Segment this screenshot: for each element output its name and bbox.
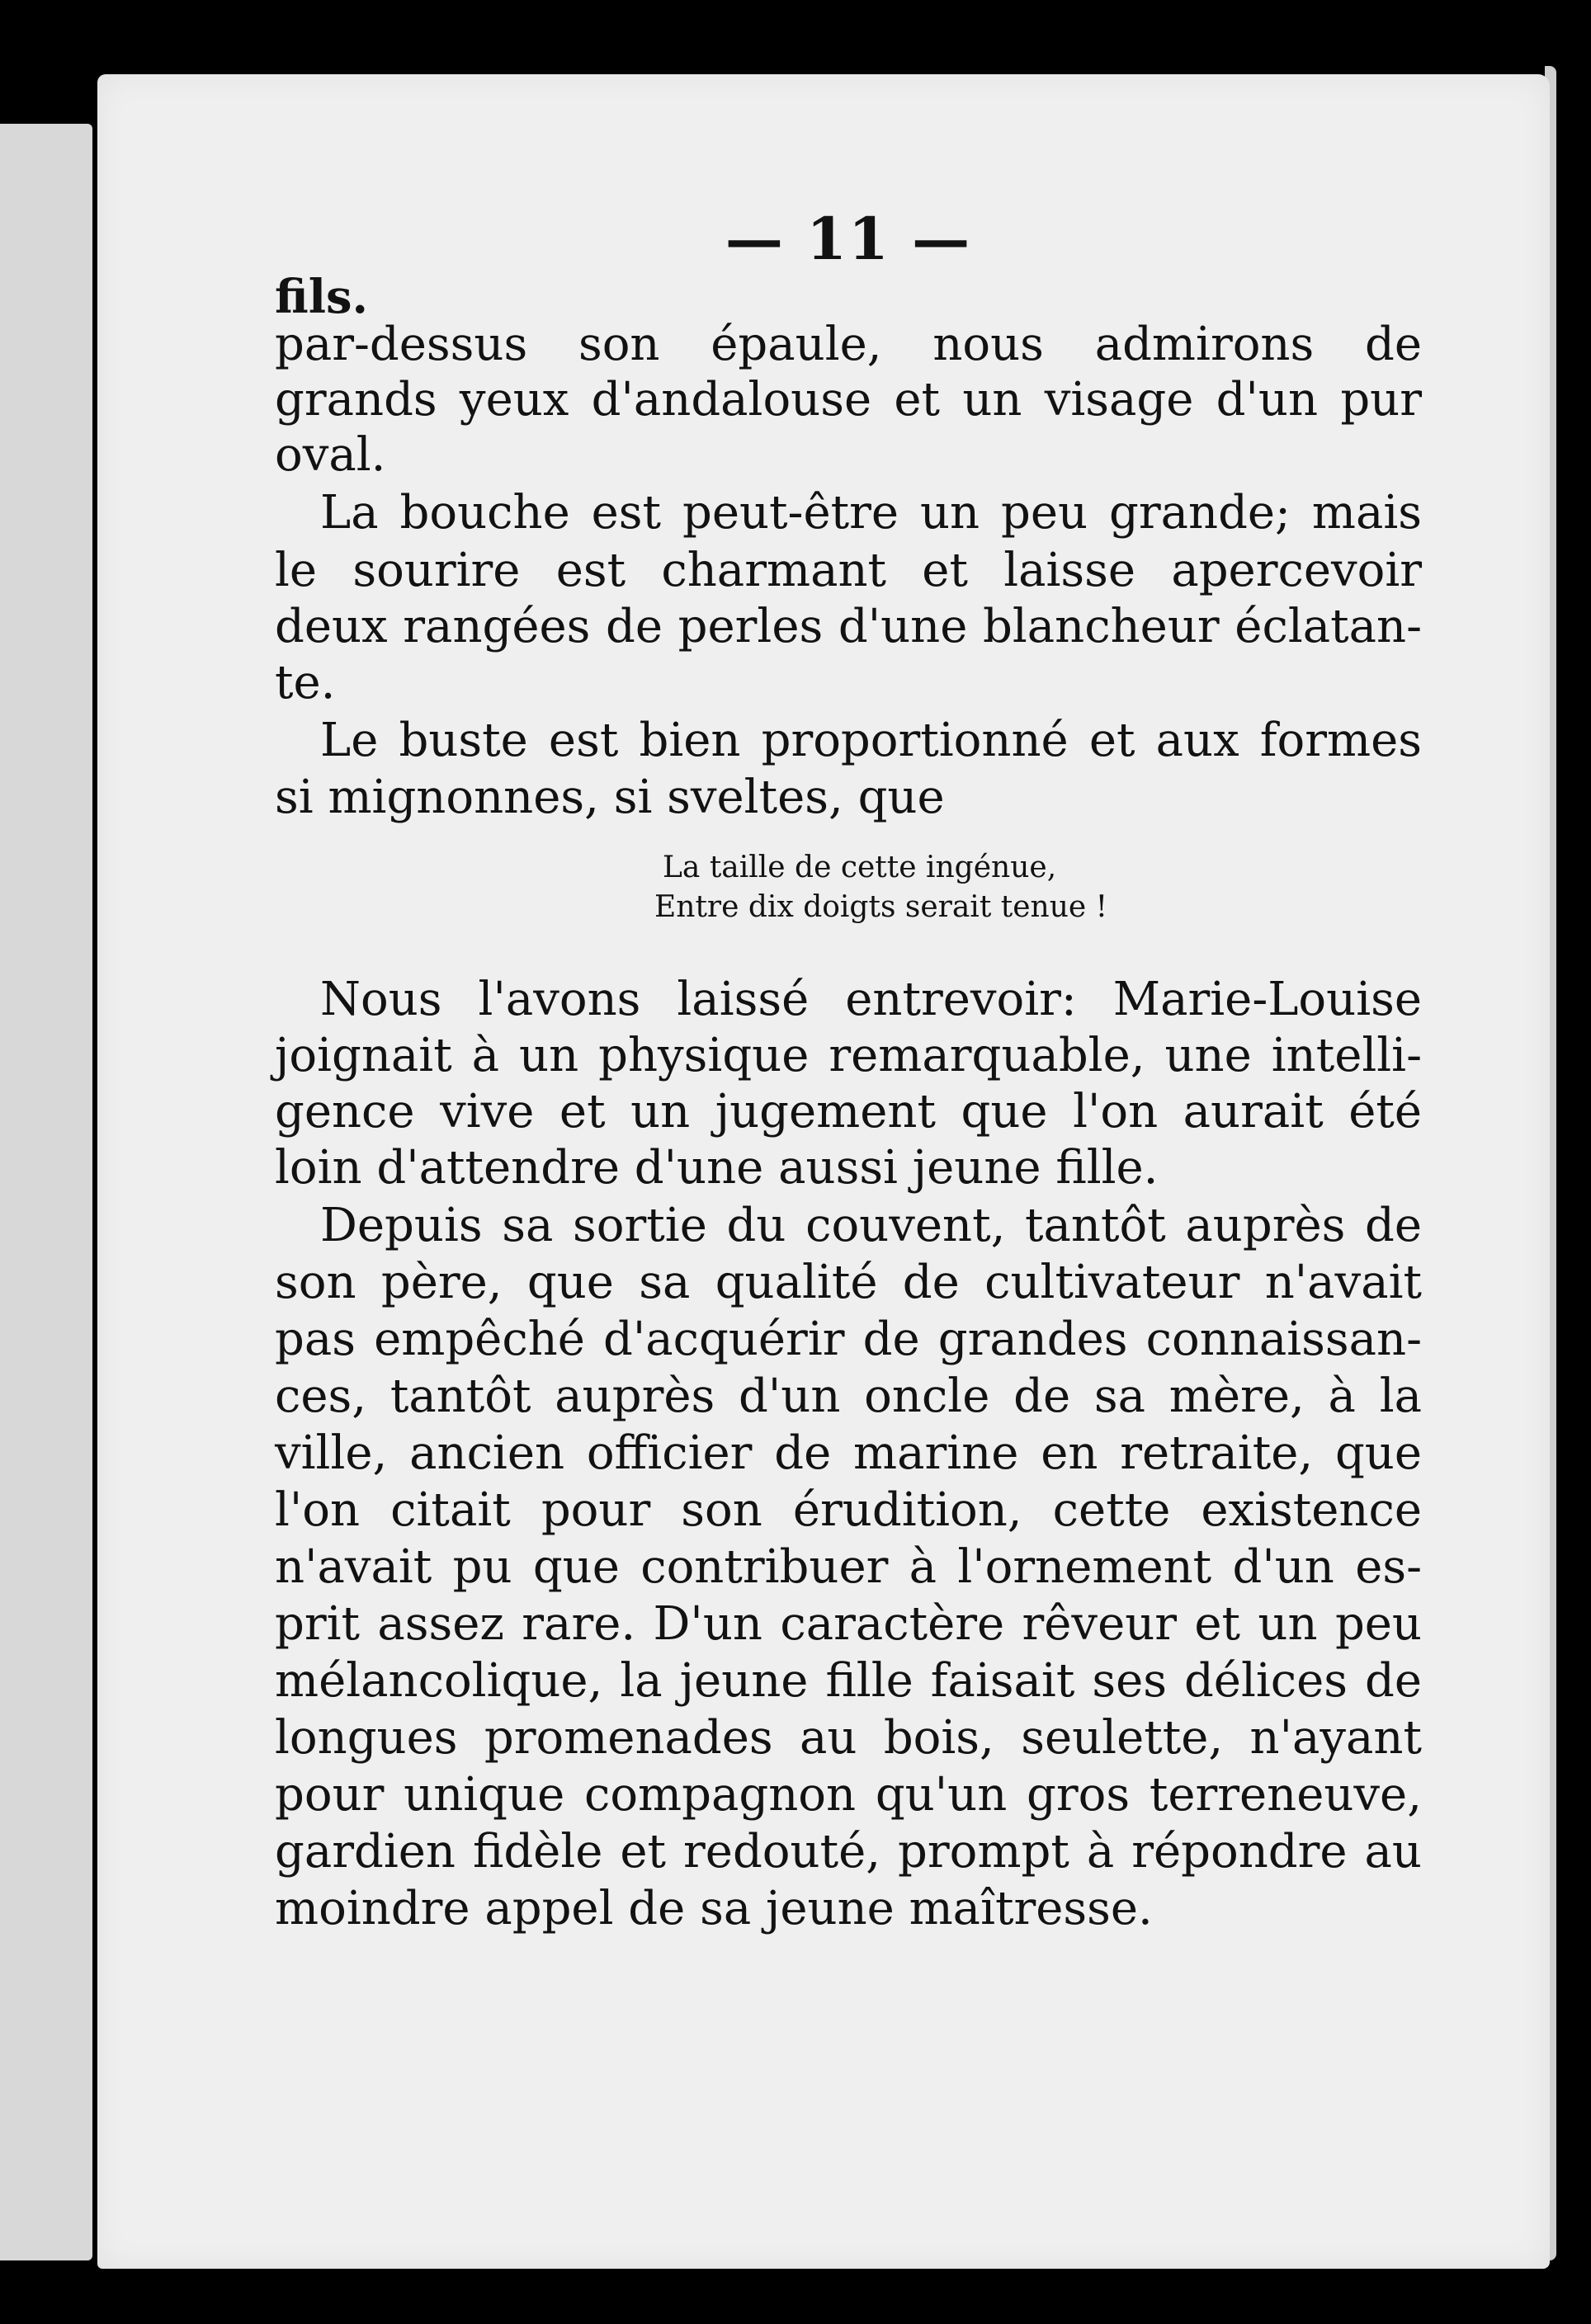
text-line: deux rangées de perles d'une blancheur éclatan- [275,600,1422,653]
text-line: mélancolique, la jeune fille faisait ses délices de [275,1654,1422,1708]
text-line: gence vive et un jugement que l'on aurait été [275,1085,1422,1138]
text-line: joignait à un physique remarquable, une intelli- [275,1029,1422,1082]
text-line: ville, ancien officier de marine en retraite, que [275,1426,1422,1480]
text-line: ces, tantôt auprès d'un oncle de sa mère, à la [275,1369,1422,1423]
verse-line: La taille de cette ingénue, [663,851,1057,884]
text-line: Nous l'avons laissé entrevoir: Marie-Louise [320,973,1422,1026]
text-line: La bouche est peut-être un peu grande; mais [320,486,1422,540]
text-line: fils. [275,270,369,324]
text-line: gardien fidèle et redouté, prompt à répondre au [275,1825,1422,1879]
text-line: si mignonnes, si sveltes, que [275,771,945,824]
text-line: loin d'attendre d'une aussi jeune fille. [275,1141,1159,1195]
book-page [97,74,1550,2269]
verse-line: Entre dix doigts serait tenue ! [654,890,1108,924]
text-line: n'avait pu que contribuer à l'ornement d'un es- [275,1540,1422,1594]
text-line: oval. [275,428,386,482]
text-line: par-dessus son épaule, nous admirons de [275,318,1422,371]
text-line: Le buste est bien proportionné et aux formes [320,714,1422,767]
facing-page-edge [0,124,92,2260]
text-line: prit assez rare. D'un caractère rêveur et un peu [275,1597,1422,1651]
page-number: — 11 — [725,205,972,273]
text-line: pour unique compagnon qu'un gros terreneuve, [275,1768,1422,1822]
text-line: Depuis sa sortie du couvent, tantôt auprès de [320,1199,1422,1252]
text-line: grands yeux d'andalouse et un visage d'un pur [275,373,1422,427]
text-line: son père, que sa qualité de cultivateur n'avait [275,1256,1422,1309]
text-line: moindre appel de sa jeune maîtresse. [275,1882,1153,1935]
text-line: l'on citait pour son érudition, cette existence [275,1483,1422,1537]
text-line: le sourire est charmant et laisse apercevoir [275,544,1422,597]
text-line: longues promenades au bois, seulette, n'ayant [275,1711,1422,1765]
text-line: te. [275,656,336,709]
text-line: pas empêché d'acquérir de grandes connaissan- [275,1313,1422,1366]
